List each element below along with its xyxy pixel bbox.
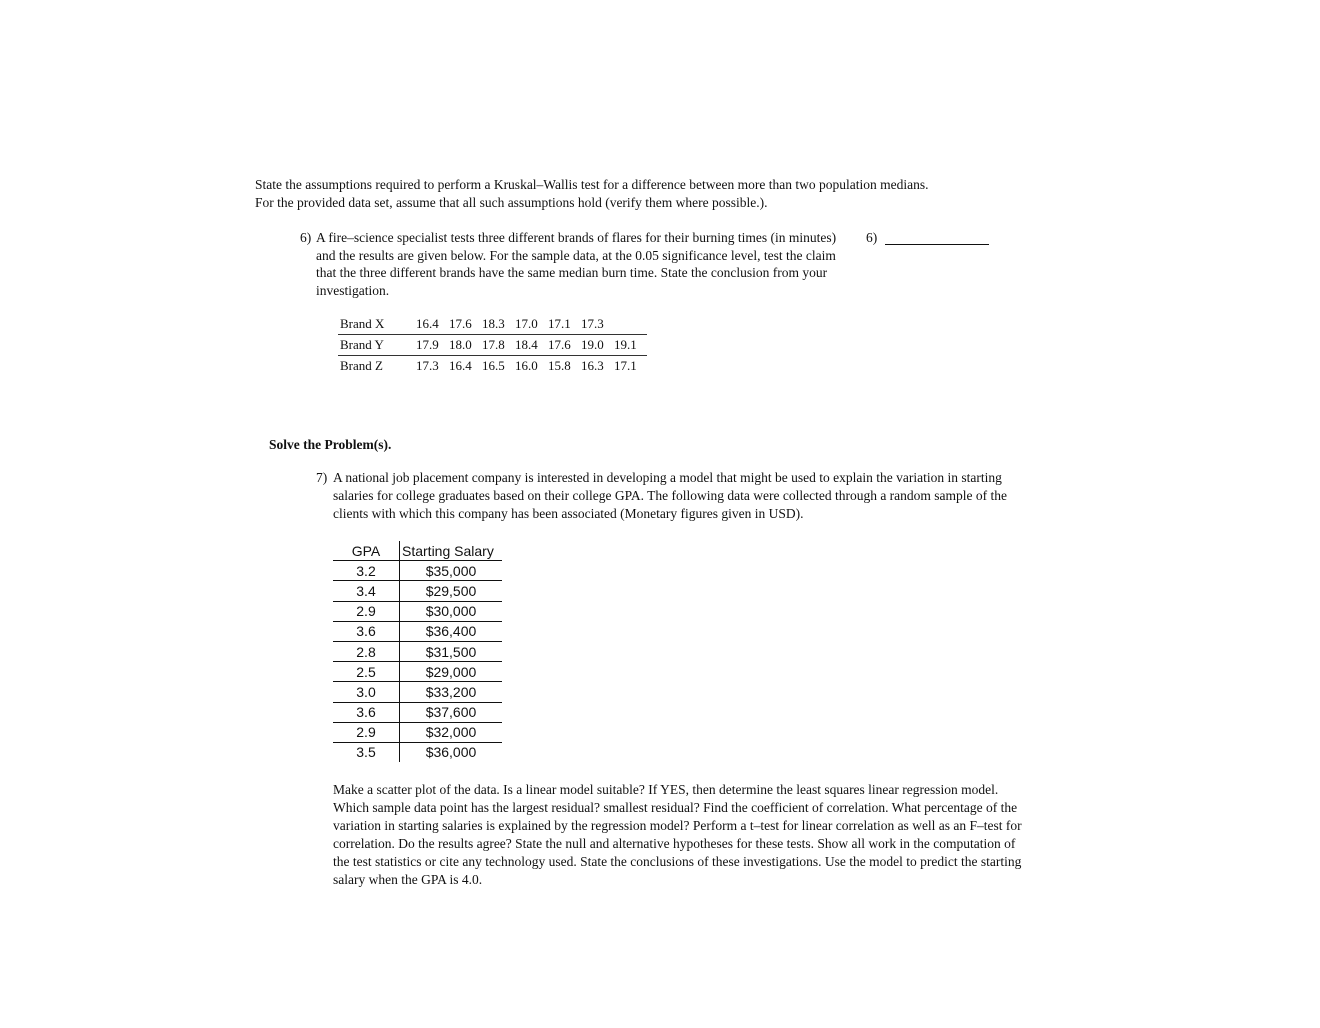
burn-time-value: 18.4 [515, 337, 538, 352]
burn-time-value: 19.1 [614, 337, 637, 352]
burn-time-value: 17.1 [548, 316, 571, 331]
burn-time-value: 15.8 [548, 358, 571, 373]
question-6-number: 6) [300, 230, 312, 245]
gpa-cell: 2.8 [333, 641, 400, 661]
intro-instructions [255, 176, 1015, 211]
burn-time-value: 16.4 [416, 316, 439, 331]
gpa-cell: 3.6 [333, 702, 400, 722]
header-starting-salary: Starting Salary [400, 541, 503, 561]
burn-time-value: 18.3 [482, 316, 505, 331]
brand-data-table [338, 314, 647, 376]
table-row [333, 561, 502, 581]
gpa-cell: 3.2 [333, 561, 400, 581]
gpa-cell: 3.4 [333, 581, 400, 601]
salary-cell: $32,000 [400, 722, 503, 742]
salary-cell: $35,000 [400, 561, 503, 581]
salary-cell: $37,600 [400, 702, 503, 722]
question-7 [316, 469, 1032, 523]
gpa-cell: 3.5 [333, 742, 400, 762]
gpa-cell: 3.0 [333, 682, 400, 702]
table-row [338, 314, 647, 335]
table-row [333, 601, 502, 621]
table-row [333, 662, 502, 682]
answer-label-6: 6) [866, 230, 878, 245]
brand-name: Brand Y [338, 335, 416, 356]
gpa-cell: 2.9 [333, 601, 400, 621]
burn-time-value: 16.5 [482, 358, 505, 373]
table-row [338, 356, 647, 377]
gpa-cell: 2.9 [333, 722, 400, 742]
burn-time-value: 17.9 [416, 337, 439, 352]
table-row [333, 641, 502, 661]
burn-time-value: 17.1 [614, 358, 637, 373]
table-row [333, 621, 502, 641]
salary-cell: $36,000 [400, 742, 503, 762]
table-header-row [333, 541, 502, 561]
burn-time-value: 19.0 [581, 337, 604, 352]
burn-time-value: 16.4 [449, 358, 472, 373]
burn-time-value: 17.3 [416, 358, 439, 373]
table-row [333, 722, 502, 742]
question-7-number: 7) [316, 470, 328, 485]
burn-time-value: 17.0 [515, 316, 538, 331]
burn-time-value: 17.6 [449, 316, 472, 331]
burn-time-value: 16.0 [515, 358, 538, 373]
brand-name: Brand X [338, 314, 416, 335]
question-6 [300, 229, 845, 299]
gpa-cell: 3.6 [333, 621, 400, 641]
answer-blank-6[interactable] [866, 229, 989, 247]
burn-time-value: 17.6 [548, 337, 571, 352]
gpa-salary-table [333, 541, 502, 762]
brand-values [416, 335, 647, 356]
table-row [333, 682, 502, 702]
question-6-text: A fire–science specialist tests three different brands of flares for their burning times (in minutes) and the results are given below. For the sample data, at the 0.05 significance level, test the claim that the three different brands have the same median burn time. State the conclusion from your investigation. [316, 230, 837, 298]
brand-values [416, 356, 647, 377]
section-heading: Solve the Problem(s). [269, 437, 392, 452]
intro-line-1: State the assumptions required to perform a Kruskal–Wallis test for a difference between more than two population medians. [255, 177, 929, 192]
salary-cell: $30,000 [400, 601, 503, 621]
table-row [338, 335, 647, 356]
salary-cell: $36,400 [400, 621, 503, 641]
burn-time-value: 17.3 [581, 316, 604, 331]
salary-cell: $31,500 [400, 641, 503, 661]
burn-time-value: 16.3 [581, 358, 604, 373]
salary-cell: $29,500 [400, 581, 503, 601]
table-row [333, 702, 502, 722]
question-7-text: A national job placement company is interested in developing a model that might be used to explain the variation in starting salaries for college graduates based on their college GPA. The following data were collected through a random sample of the clients with which this company has been associated (Monetary figures given in USD). [333, 470, 1008, 521]
burn-time-value: 17.8 [482, 337, 505, 352]
salary-cell: $29,000 [400, 662, 503, 682]
table-row [333, 742, 502, 762]
question-7-followup: Make a scatter plot of the data. Is a linear model suitable? If YES, then determine the least squares linear regression model. Which sample data point has the largest residual? smallest residual? Find the coefficient of correlation. What percentage of the variation in starting salaries is explained by the regression model? Perform a t–test for linear correlation as well as an F–test for correlation. Do the results agree? State the null and alternative hypotheses for these tests. Show all work in the computation of the test statistics or cite any technology used. State the conclusions of these investigations. Use the model to predict the starting salary when the GPA is 4.0. [333, 782, 1022, 887]
header-gpa: GPA [351, 542, 381, 559]
table-row [333, 581, 502, 601]
gpa-cell: 2.5 [333, 662, 400, 682]
answer-line-6[interactable] [885, 230, 989, 245]
salary-cell: $33,200 [400, 682, 503, 702]
brand-name: Brand Z [338, 356, 416, 377]
intro-line-2: For the provided data set, assume that all such assumptions hold (verify them where possible.). [255, 194, 768, 210]
brand-values [416, 314, 647, 335]
burn-time-value: 18.0 [449, 337, 472, 352]
